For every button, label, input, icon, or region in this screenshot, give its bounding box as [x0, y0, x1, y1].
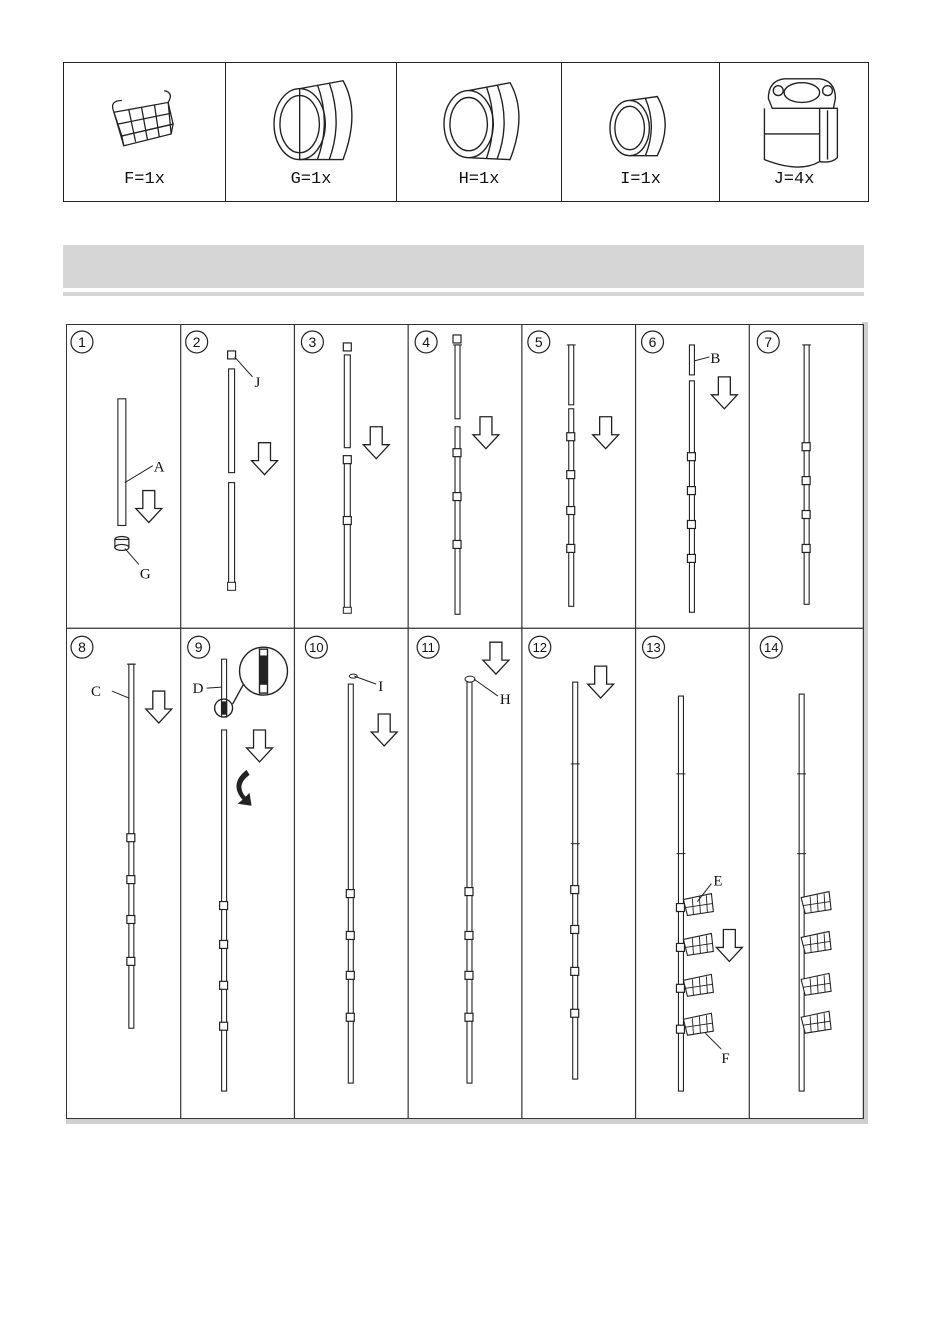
baskets — [683, 892, 831, 1036]
part-cell-i — [562, 63, 720, 201]
step-number-6: 6 — [648, 333, 657, 350]
step-number-12: 12 — [532, 640, 548, 656]
part-cell-h — [397, 63, 562, 201]
step-number-13: 13 — [646, 640, 661, 656]
part-label-f: F=1x — [124, 170, 165, 189]
part-cell-g — [226, 63, 397, 201]
label-e: E — [713, 873, 723, 890]
label-d: D — [192, 681, 204, 698]
step-number-8: 8 — [78, 639, 86, 656]
step-number-3: 3 — [308, 333, 317, 350]
step-number-10: 10 — [309, 640, 324, 656]
steps-bottom-shadow — [66, 1119, 868, 1124]
step-number-9: 9 — [194, 639, 203, 656]
step-number-circles — [71, 331, 782, 658]
part-cell-j — [720, 63, 868, 201]
step-number-1: 1 — [78, 333, 86, 350]
label-a: A — [153, 459, 165, 476]
part-label-i: I=1x — [620, 170, 661, 189]
section-banner — [63, 245, 864, 288]
label-f: F — [721, 1051, 730, 1068]
part-label-h: H=1x — [458, 170, 500, 189]
step-number-11: 11 — [421, 640, 435, 656]
steps-drawing — [67, 325, 863, 1118]
step-labels — [91, 351, 730, 1067]
step-number-14: 14 — [764, 640, 779, 656]
label-j: J — [254, 374, 261, 391]
part-label-g: G=1x — [290, 170, 332, 189]
step-number-4: 4 — [422, 333, 430, 350]
label-h: H — [499, 692, 511, 709]
assembly-steps-grid — [66, 324, 864, 1119]
leader-lines — [112, 357, 721, 1049]
part-cell-f — [64, 63, 226, 201]
parts-table — [63, 62, 869, 202]
label-i: I — [378, 679, 384, 696]
step-number-2: 2 — [192, 333, 201, 350]
step-number-7: 7 — [764, 333, 773, 350]
step-number-5: 5 — [534, 333, 543, 350]
connectors — [115, 335, 810, 1033]
label-c: C — [90, 684, 101, 701]
banner-rule — [63, 292, 864, 296]
grid-lines — [67, 325, 863, 1118]
label-b: B — [710, 350, 721, 367]
part-label-j: J=4x — [773, 170, 815, 189]
label-g: G — [139, 566, 151, 583]
